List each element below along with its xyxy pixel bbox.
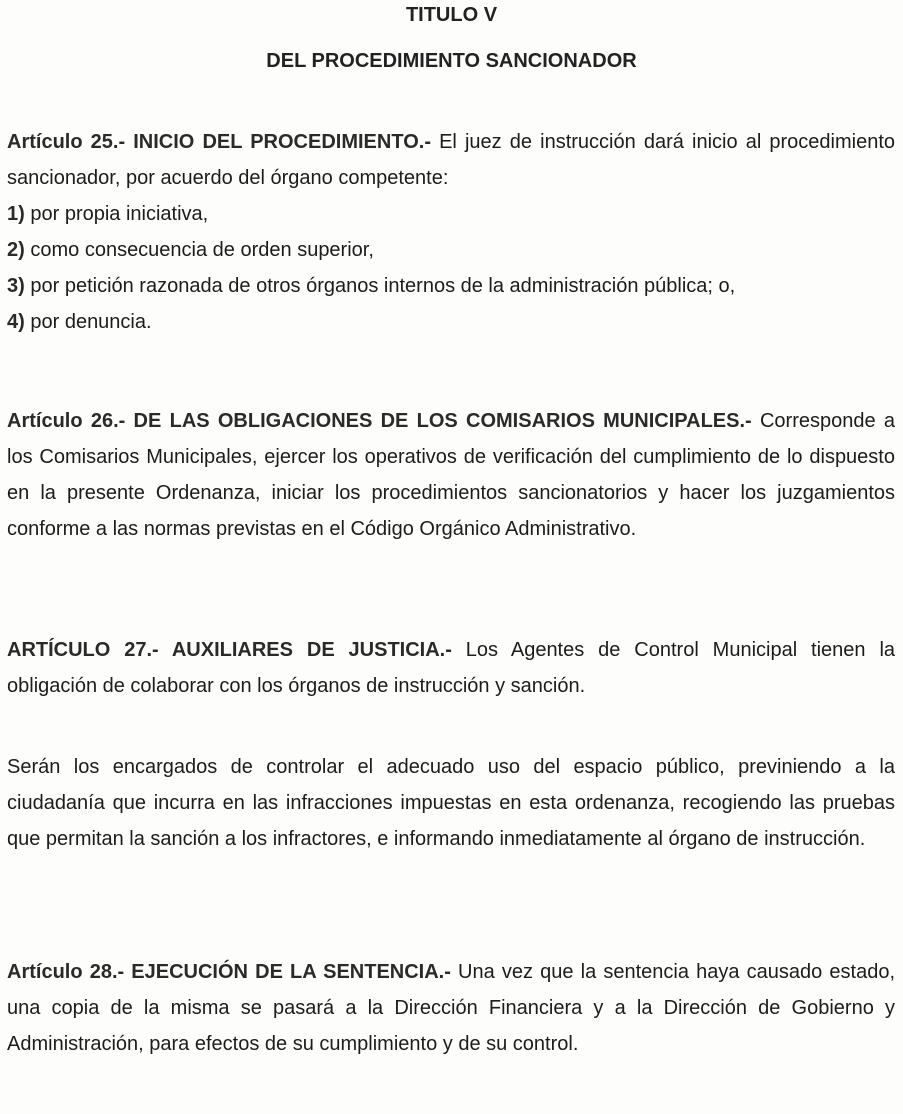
list-item: [7, 196, 208, 232]
article-25-heading: Artículo 25.- INICIO DEL PROCEDIMIENTO.-: [7, 131, 431, 153]
list-item-number: 1): [7, 203, 25, 225]
article-25-paragraph: [7, 124, 895, 196]
list-item-number: 3): [7, 275, 25, 297]
list-item-number: 4): [7, 311, 25, 333]
list-item-text: como consecuencia de orden superior,: [24, 239, 374, 261]
article-27-text: Los Agentes de Control Municipal tienen la obligación de colaborar con los órganos de instrucción y sanción.: [7, 639, 896, 697]
article-25-text: El juez de instrucción dará inicio al procedimiento sancionador, por acuerdo del órgano competente:: [7, 131, 895, 189]
article-28-text: Una vez que la sentencia haya causado estado, una copia de la misma se pasará a la Dirección Financiera y a la Dirección de Gobierno y Administración, para efectos de su cumplimiento y de su control.: [7, 961, 895, 1055]
list-item-text: por petición razonada de otros órganos internos de la administración pública; o,: [24, 275, 736, 297]
list-item-number: 2): [7, 239, 25, 261]
subtitle-heading: DEL PROCEDIMIENTO SANCIONADOR: [266, 50, 637, 72]
article-28-heading: Artículo 28.- EJECUCIÓN DE LA SENTENCIA.-: [7, 961, 451, 983]
list-item: [7, 268, 735, 304]
article-27-paragraph: [7, 632, 895, 704]
article-26-text: Corresponde a los Comisarios Municipales, ejercer los operativos de verificación del cumplimiento de lo dispuesto en la presente Ordenanza, iniciar los procedimientos sancionatorios y hacer los juzgamientos conforme a las normas previstas en el Código Orgánico Administrativo.: [7, 410, 895, 540]
title-heading: TITULO V: [405, 4, 498, 26]
list-item: [7, 232, 374, 268]
article-28-paragraph: [7, 954, 895, 1062]
article-26-heading: Artículo 26.- DE LAS OBLIGACIONES DE LOS COMISARIOS MUNICIPALES.-: [7, 410, 752, 432]
article-27-second-paragraph: Serán los encargados de controlar el adecuado uso del espacio público, previniendo a la ciudadanía que incurra en las infracciones impuestas en esta ordenanza, recogiendo las pruebas que permitan la sanción a los infractores, e informando inmediatamente al órgano de instrucción.: [7, 756, 895, 850]
list-item: [7, 304, 152, 340]
article-27-heading: ARTÍCULO 27.- AUXILIARES DE JUSTICIA.-: [7, 639, 452, 661]
article-26-paragraph: [7, 403, 895, 547]
list-item-text: por propia iniciativa,: [24, 203, 209, 225]
list-item-text: por denuncia.: [24, 311, 152, 333]
